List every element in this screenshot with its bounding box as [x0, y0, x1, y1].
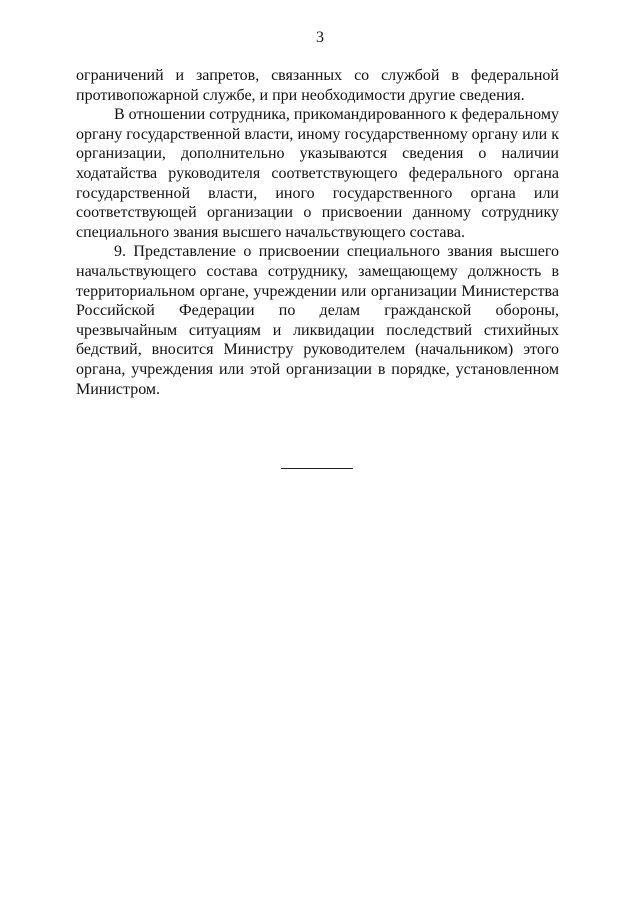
paragraph-item-9: 9. Представление о присвоении специального звания высшего начальствующего состава сотруднику, замещающему должность в территориальном органе, учреждении или организации Министерства Российской Федерации по делам гражданской обороны, чрезвычайным ситуациям и ликвидации последствий стихийных бедствий, вносится Министру руководителем (начальником) этого органа, учреждения или этой организации в порядке, установленном Министром. — [76, 243, 559, 398]
page-number: 3 — [316, 29, 324, 46]
document-body — [76, 66, 559, 399]
paragraph-continuation: ограничений и запретов, связанных со службой в федеральной противопожарной службе, и при необходимости другие сведения. — [76, 67, 559, 104]
end-of-document-rule — [281, 468, 353, 469]
paragraph-seconded-employee: В отношении сотрудника, прикомандированного к федеральному органу государственной власти, иному государственному органу или к организации, дополнительно указываются сведения о наличии ходатайства руководителя соответствующего федерального органа государственной власти, иного государственного органа или соответствующей организации о присвоении данному сотруднику специального звания высшего начальствующего состава. — [76, 106, 559, 241]
